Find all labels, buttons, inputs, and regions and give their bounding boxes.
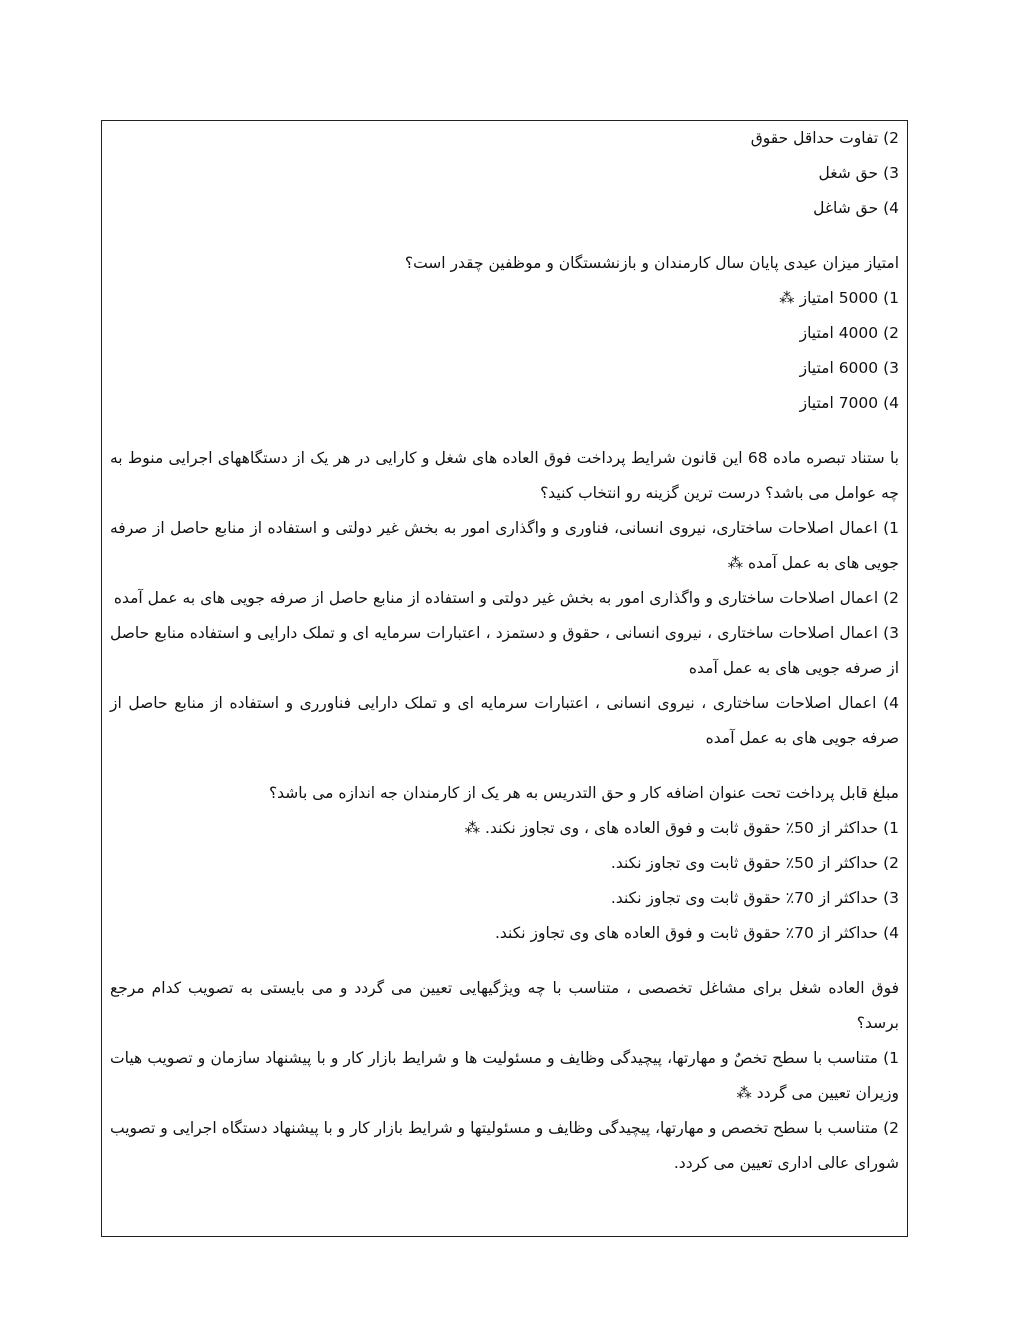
option-1: 1) حداکثر از 50٪ حقوق ثابت و فوق العاده های ، وی تجاوز نکند. ⁂ xyxy=(464,819,899,837)
option-2: 2) تفاوت حداقل حقوق xyxy=(750,129,899,147)
spacer xyxy=(110,226,899,246)
spacer xyxy=(110,421,899,441)
option-3: 3) حداکثر از 70٪ حقوق ثابت وی تجاوز نکند. xyxy=(610,889,899,907)
document-frame xyxy=(101,120,908,1237)
option-1: 1) متناسب با سطح تخصٌ و مهارتها، پیچیدگی وظایف و مسئولیت ها و شرایط بازار کار و با پیشنهاد سازمان و تصویب هیات وزیران تعیین می گردد ⁂ xyxy=(110,1049,899,1102)
spacer xyxy=(110,951,899,971)
option-2: 2) حداکثر از 50٪ حقوق ثابت وی تجاوز نکند. xyxy=(610,854,899,872)
question-text: امتیاز میزان عیدی پایان سال کارمندان و بازنشستگان و موظفین چقدر است؟ xyxy=(404,254,899,272)
option-1: 1) 5000 امتیاز ⁂ xyxy=(779,289,899,307)
option-4: 4) 7000 امتیاز xyxy=(799,394,899,412)
option-2: 2) متناسب با سطح تخصص و مهارتها، پیچیدگی وظایف و مسئولیتها و شرایط بازار کار و با پیشنهاد دستگاه اجرایی و تصویب شورای عالی اداری تعیین می کردد. xyxy=(110,1119,899,1172)
question-text: با ستناد تبصره ماده 68 این قانون شرایط پرداخت فوق العاده های شغل و کارایی در هر یک از دستگاههای اجرایی منوط به چه عوامل می باشد؟ درست ترین گزینه رو انتخاب کنید؟ xyxy=(110,449,899,502)
option-3: 3) اعمال اصلاحات ساختاری ، نیروی انسانی ، حقوق و دستمزد ، اعتبارات سرمایه ای و تملک دارایی و استفاده منابع حاصل از صرفه جویی های به عمل آمده xyxy=(110,624,899,677)
spacer xyxy=(110,756,899,776)
option-3: 3) 6000 امتیاز xyxy=(799,359,899,377)
option-4: 4) اعمال اصلاحات ساختاری ، نیروی انسانی ، اعتبارات سرمایه ای و تملک دارایی فناورری و استفاده از منابع حاصل از صرفه جویی های به عمل آمده xyxy=(110,694,899,747)
question-text: فوق العاده شغل برای مشاغل تخصصی ، متناسب با چه ویژگیهایی تعیین می گردد و می بایستی به تصویب کدام مرجع برسد؟ xyxy=(110,979,899,1032)
option-1: 1) اعمال اصلاحات ساختاری، نیروی انسانی، فناوری و واگذاری امور به بخش غیر دولتی و استفاده از منابع حاصل از صرفه جویی های به عمل آمده ⁂ xyxy=(110,519,899,572)
option-4: 4) حداکثر از 70٪ حقوق ثابت و فوق العاده های وی تجاوز نکند. xyxy=(494,924,899,942)
option-3: 3) حق شغل xyxy=(818,164,899,182)
option-2: 2) اعمال اصلاحات ساختاری و واگذاری امور به بخش غیر دولتی و استفاده از منابع حاصل از صرفه جویی های به عمل آمده xyxy=(113,589,899,607)
option-4: 4) حق شاغل xyxy=(813,199,899,217)
question-text: مبلغ قابل پرداخت تحت عنوان اضافه کار و حق التدریس به هر یک از کارمندان جه اندازه می باشد؟ xyxy=(268,784,899,802)
option-2: 2) 4000 امتیاز xyxy=(799,324,899,342)
